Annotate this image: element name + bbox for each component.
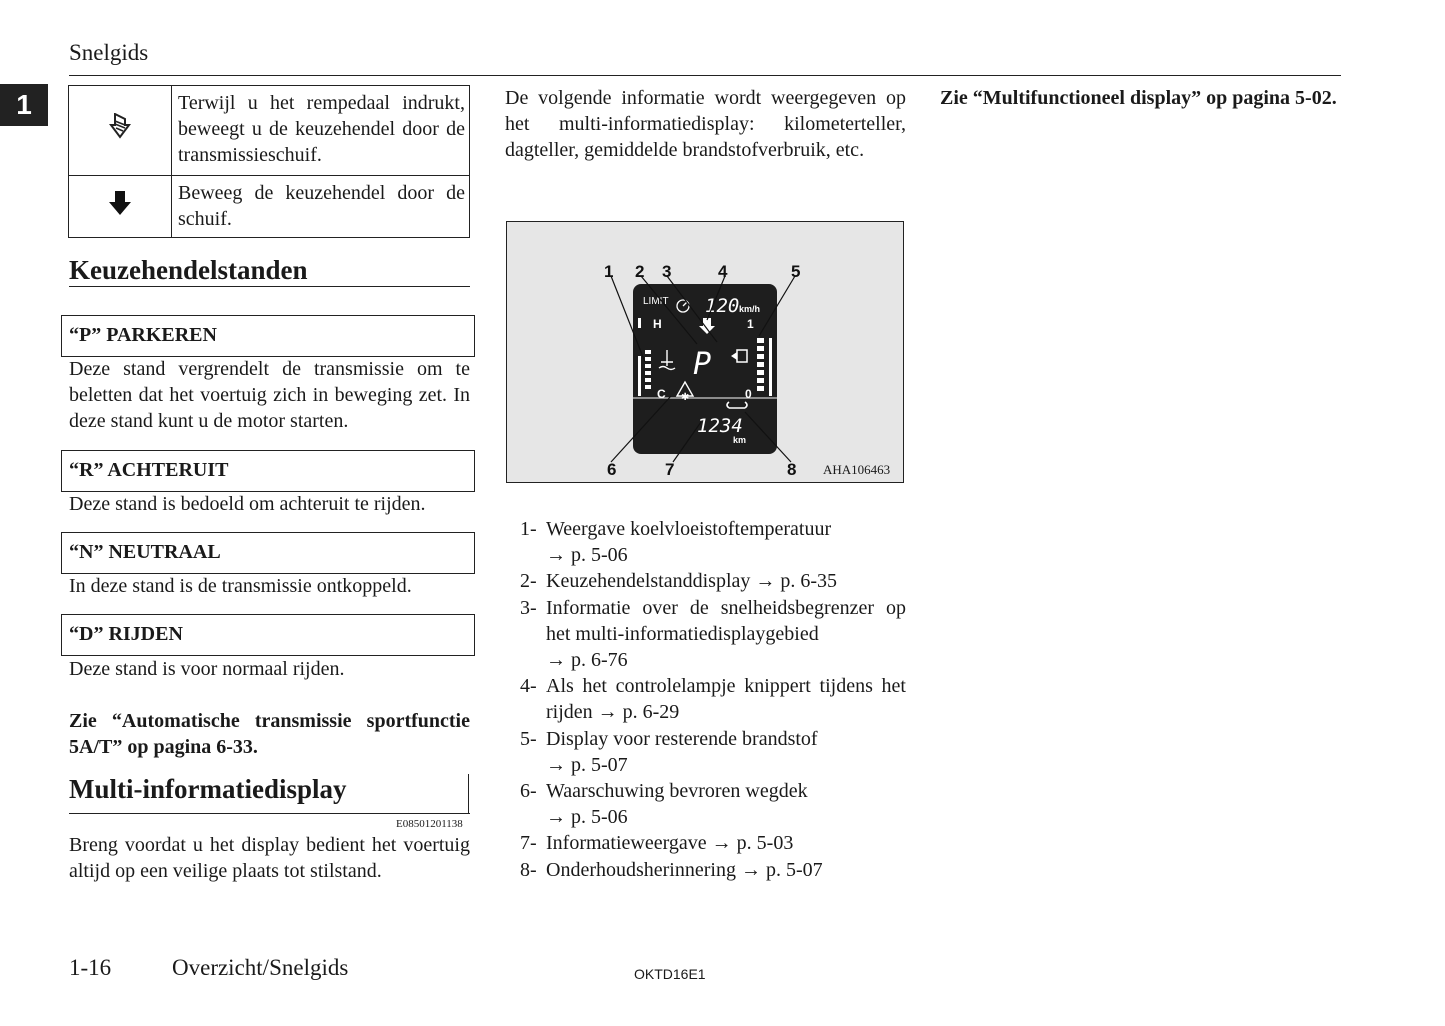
table-row	[69, 176, 470, 238]
position-text-reverse: Deze stand is bedoeld om achteruit te rijden.	[69, 493, 426, 515]
legend-page-ref: → p. 5-06	[546, 806, 628, 829]
legend-number: 6-	[520, 780, 537, 803]
legend-number: 1-	[520, 518, 537, 540]
callout-5: 5	[791, 262, 801, 281]
callout-7: 7	[665, 460, 675, 479]
figure-code: AHA106463	[823, 462, 891, 477]
see-also-multifunctional-display: Zie “Multifunctioneel display” op pagina 5-02.	[940, 87, 1337, 109]
section-title-keuzehendelstanden: Keuzehendelstanden	[69, 255, 308, 285]
svg-text:✱: ✱	[681, 392, 690, 403]
legend-text: Informatie over de snelheidsbegrenzer op het multi-informatiedisplaygebied	[546, 596, 906, 645]
legend-number: 3-	[520, 596, 537, 619]
list-item	[520, 778, 906, 830]
list-item	[520, 568, 906, 594]
legend-text: Display voor resterende brandstof	[546, 727, 818, 750]
callout-1: 1	[604, 262, 614, 281]
chapter-tab: 1	[0, 84, 48, 126]
table-row	[69, 86, 470, 176]
section-title-bracket	[468, 774, 469, 814]
position-heading-drive: “D” RIJDEN	[61, 614, 475, 656]
list-item	[520, 595, 906, 674]
position-text-drive: Deze stand is voor normaal rijden.	[69, 658, 345, 680]
reference-code: E08501201138	[396, 818, 463, 830]
odometer-value: 1234	[697, 415, 743, 437]
legend-text: Onderhoudsherinnering → p. 5-07	[546, 858, 823, 881]
callout-4: 4	[718, 262, 728, 281]
callout-6: 6	[607, 460, 617, 479]
position-text-neutral: In deze stand is de transmissie ontkoppeld.	[69, 575, 412, 597]
document-code: OKTD16E1	[634, 966, 706, 982]
section-title-multi-informatiedisplay: Multi-informatiedisplay	[69, 774, 347, 804]
legend-number: 5-	[520, 727, 537, 750]
legend-page-ref: → p. 6-76	[546, 649, 628, 672]
legend-text: Weergave koelvloeistoftemperatuur	[546, 518, 832, 540]
legend-number: 7-	[520, 832, 537, 855]
multi-information-display-figure	[506, 221, 904, 483]
section-divider	[69, 286, 470, 287]
position-heading-reverse: “R” ACHTERUIT	[61, 450, 475, 492]
gear-position-letter: P	[693, 347, 712, 382]
see-also-note: Zie “Automatische transmissie sportfunctie 5A/T” op pagina 6-33.	[69, 710, 470, 759]
legend-text: Informatieweergave → p. 5-03	[546, 832, 794, 855]
odometer-unit: km	[733, 435, 747, 445]
callout-2: 2	[635, 262, 645, 281]
fuel-full-label: 1	[747, 317, 754, 331]
shift-instruction-table	[68, 85, 470, 238]
table-cell-text: Terwijl u het rempedaal indrukt, beweegt u de keuzehendel door de transmissieschuif.	[172, 86, 470, 176]
fuel-empty-label: 0	[745, 387, 752, 401]
speed-limit-value: 120	[705, 295, 740, 317]
header-divider	[69, 75, 1341, 76]
position-heading-neutral: “N” NEUTRAAL	[61, 532, 475, 574]
temp-low-label: C	[657, 387, 666, 401]
legend-text: Als het controlelampje knippert tijdens het rijden → p. 6-29	[546, 675, 906, 724]
list-item	[520, 673, 906, 725]
list-item	[520, 516, 906, 568]
section-divider	[69, 813, 470, 814]
section-text-multi-informatiedisplay: Breng voordat u het display bedient het voertuig altijd op een veilige plaats tot stilstand.	[69, 834, 470, 883]
legend-page-ref: → p. 5-06	[546, 544, 628, 567]
list-item	[520, 830, 906, 856]
display-intro-text: De volgende informatie wordt weergegeven op het multi-informatiedisplay: kilometerteller, dagteller, gemiddelde brandstofverbruik, etc.	[505, 87, 906, 162]
table-cell-text: Beweeg de keuzehendel door de schuif.	[172, 176, 470, 238]
legend-page-ref: → p. 5-07	[546, 753, 628, 776]
limit-label: LIMIT	[643, 296, 669, 307]
footer-section-title: Overzicht/Snelgids	[172, 955, 349, 980]
legend-number: 8-	[520, 858, 537, 881]
temp-high-label: H	[653, 317, 662, 331]
list-item	[520, 726, 906, 778]
legend-text: Waarschuwing bevroren wegdek	[546, 780, 808, 803]
page-number: 1-16	[69, 955, 112, 980]
speed-unit: km/h	[739, 304, 761, 314]
figure-legend-list	[520, 516, 906, 883]
legend-text: Keuzehendelstanddisplay → p. 6-35	[546, 570, 838, 593]
page-header-title: Snelgids	[69, 40, 149, 65]
position-heading-park: “P” PARKEREN	[61, 315, 475, 357]
brake-press-arrow-icon	[69, 86, 172, 176]
callout-8: 8	[787, 460, 797, 479]
callout-3: 3	[662, 262, 672, 281]
down-arrow-icon	[69, 176, 172, 238]
legend-number: 4-	[520, 675, 537, 698]
position-text-park: Deze stand vergrendelt de transmissie om te beletten dat het voertuig zich in beweging zet. In deze stand kunt u de motor starten.	[69, 358, 470, 433]
list-item	[520, 857, 906, 883]
legend-number: 2-	[520, 570, 537, 593]
